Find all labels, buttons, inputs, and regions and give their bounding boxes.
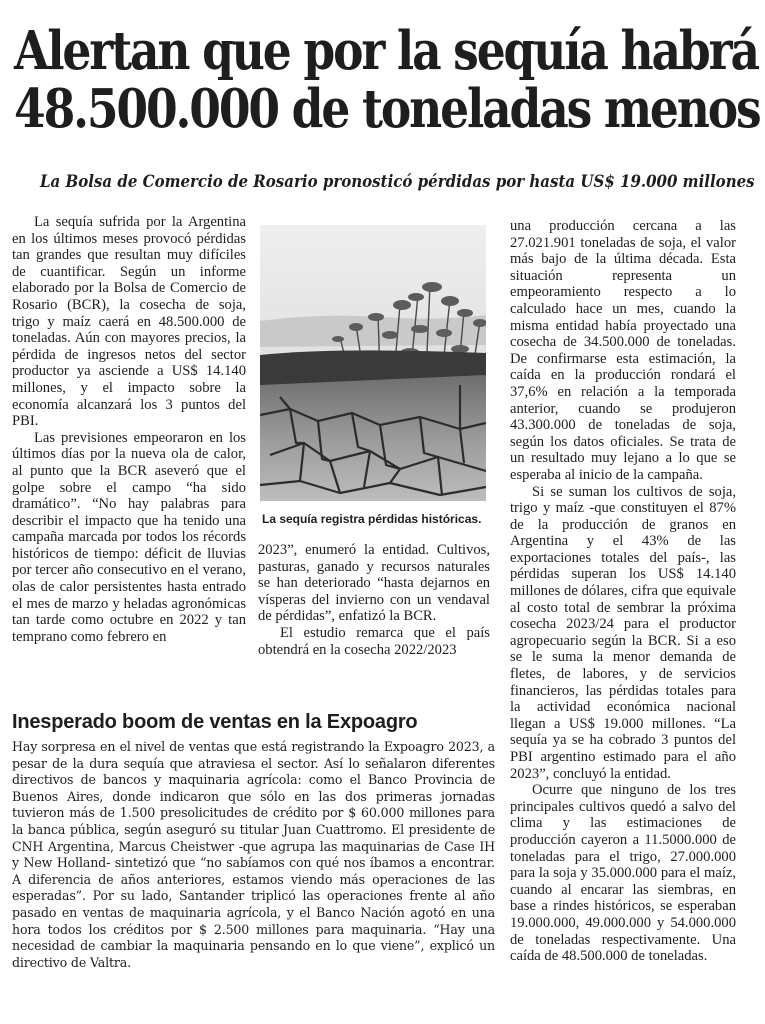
- headline-line-2: 48.500.000 de toneladas menos: [14, 78, 760, 140]
- paragraph: Las previsiones empeoraron en los últimos días por la nueva ola de calor, al punto que la BCR aseveró que el golpe sobre el campo “ha sido dramático”. “No hay palabras para describir el impacto que ha tenido una campaña marcada por todos los récords históricos de tiempo: déficit de lluvias por tercer año consecutivo en el verano, olas de calor persistentes hasta entrado el mes de marzo y heladas agronómicas tan tarde como octubre en 2022 y tan temprano como febrero en: [12, 429, 246, 645]
- sidebar-title: Inesperado boom de ventas en la Expoagro: [12, 711, 418, 733]
- cracked-earth-image: [260, 225, 486, 501]
- headline: [14, 20, 760, 140]
- paragraph: El estudio remarca que el país obtendrá en la cosecha 2022/2023: [258, 624, 490, 658]
- paragraph: Si se suman los cultivos de soja, trigo y maíz -que constituyen el 87% de la producción de granos en Argentina y el 43% de las exportaciones totales del país-, las pérdidas superan los US$ 14.140 millones de dólares, cifra que equivale al costo total de sembrar la próxima cosecha 2023/24 para el productor agropecuario según la BCR. Si a eso se le suma la menor demanda de fletes, de labores, y de servicios financieros, las pérdidas totales para la actividad económica nacional llegan a US$ 19.000 millones. “La sequía ya se ha cobrado 3 puntos del PBI argentino estimado para el año 2023”, concluyó la entidad.: [510, 483, 736, 782]
- headline-line-1: Alertan que por la sequía habrá: [14, 20, 758, 82]
- paragraph: 2023”, enumeró la entidad. Cultivos, pasturas, ganado y recursos naturales se han deteriorado “hasta dejarnos en vísperas del invierno con un vendaval de pérdidas”, enfatizó la BCR.: [258, 542, 490, 625]
- drought-photo: [260, 225, 486, 501]
- article-column-1: [12, 214, 246, 645]
- article-column-2: [258, 542, 490, 658]
- photo-caption: La sequía registra pérdidas históricas.: [262, 512, 482, 526]
- subheadline: La Bolsa de Comercio de Rosario pronosticó pérdidas por hasta US$ 19.000 millones: [40, 172, 755, 191]
- article-column-3: [510, 218, 736, 965]
- paragraph: una producción cercana a las 27.021.901 toneladas de soja, el valor más bajo de la última década. Esta situación representa un empeoramiento respecto a lo calculado hace un mes, cuando la misma entidad había proyectado una cosecha de 34.500.000 de toneladas. De confirmarse esta estimación, la caída en la producción rondará el 37,6% en relación a la temporada anterior, cuando se produjeron 43.300.000 de toneladas de soja, según los datos oficiales. Se trata de un resultado muy lejano a lo que se esperaba al inicio de la campaña.: [510, 218, 736, 483]
- paragraph: La sequía sufrida por la Argentina en los últimos meses provocó pérdidas tan grandes que resultan muy difíciles de cuantificar. Según un informe elaborado por la Bolsa de Comercio de Rosario (BCR), la cosecha de soja, trigo y maíz caerá en 48.500.000 de toneladas. Aún con mayores precios, la pérdida de ingresos netos del sector productor ya asciende a US$ 14.140 millones, y el impacto sobre la economía alcanzará los 3 puntos del PBI.: [12, 214, 246, 430]
- paragraph: Ocurre que ninguno de los tres principales cultivos quedó a salvo del clima y las estimaciones de producción cayeron a 11.5000.000 de toneladas para el trigo, 27.000.000 para la soja y 35.000.000 para el maíz, cuando al encarar las siembras, en base a rindes históricos, se esperaban 19.000.000, 49.000.000 y 54.000.000 de toneladas respectivamente. Una caída de 48.500.000 de toneladas.: [510, 782, 736, 965]
- sidebar-body: Hay sorpresa en el nivel de ventas que está registrando la Expoagro 2023, a pesar de la dura sequía que atraviesa el sector. Así lo señalaron diferentes directivos de bancos y maquinaria agrícola: como el Banco Provincia de Buenos Aires, donde indicaron que sólo en las dos primeras jornadas tuvieron más de 1.500 presolicitudes de crédito por $ 60.000 millones para la banca pública, según aseguró su titular Juan Cuattromo. El presidente de CNH Argentina, Marcus Cheistwer -que agrupa las maquinarias de Case IH y New Holland- sintetizó que “no sabíamos con qué nos íbamos a encontrar. A diferencia de años anteriores, estamos viendo más operaciones de las esperadas”. Por su lado, Santander triplicó las operaciones frente al año pasado en ventas de maquinaria agrícola, y el Banco Nación agotó en una hora todos los créditos por $ 2.500 millones para maquinaria. “Hay una necesidad de cambiar la maquinaria pensando en lo que viene”, explicó un directivo de Valtra.: [12, 739, 495, 970]
